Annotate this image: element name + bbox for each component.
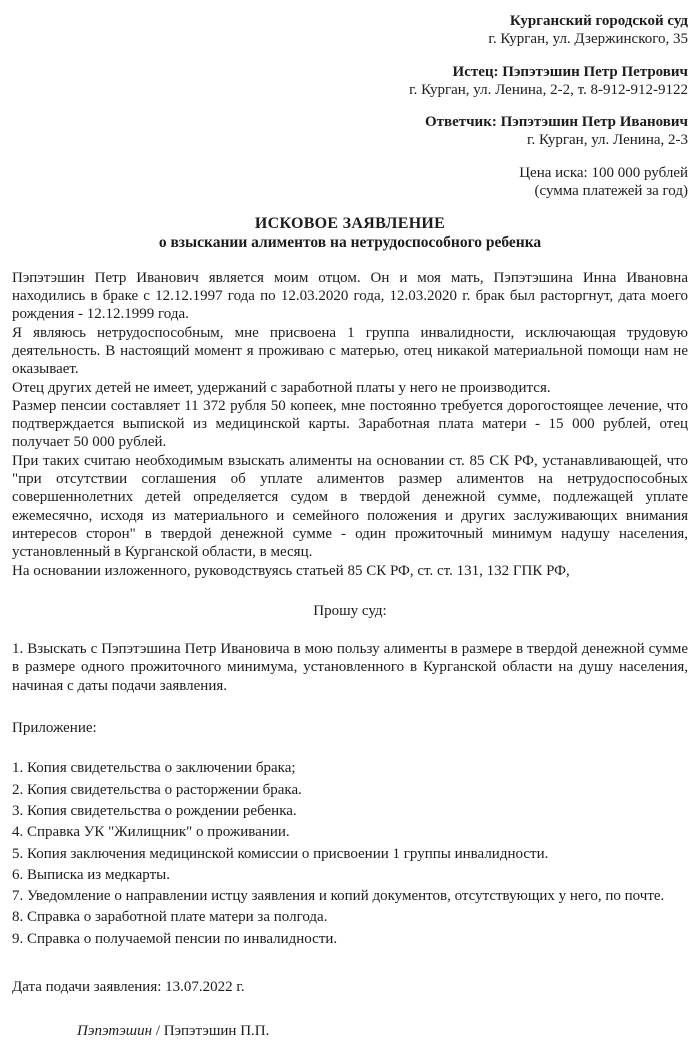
body-paragraph: При таких считаю необходимым взыскать алименты на основании ст. 85 СК РФ, устанавливающей, что "при отсутствии соглашения об уплате алиментов размер алиментов на нетрудоспособных совершеннолетних детей определяется судом в твердой денежной сумме, подлежащей уплате ежемесячно, исходя из материального и семейного положения и других заслуживающих внимания интересов сторон" в твердой денежной сумме - один прожиточный минимум надушу населения, установленный в Курганской области, в месяц. — [12, 452, 688, 561]
attachment-item: 8. Справка о заработной плате матери за полгода. — [12, 909, 328, 926]
document-subtitle: о взыскании алиментов на нетрудоспособного ребенка — [158, 233, 542, 251]
attachment-item: 4. Справка УК "Жилищник" о проживании. — [12, 824, 290, 841]
attachment-item: 7. Уведомление о направлении истцу заявления и копий документов, отсутствующих у него, по почте. — [12, 888, 665, 905]
attachment-item: 5. Копия заключения медицинской комиссии о присвоении 1 группы инвалидности. — [12, 845, 549, 862]
body-paragraph: Размер пенсии составляет 11 372 рубля 50 копеек, мне постоянно требуется дорогостоящее лечение, что подтверждается выпиской из медицинской карты. Заработная плата матери - 15 000 рублей, отец получает 50 000 рублей. — [12, 397, 688, 451]
claim-price-block — [12, 164, 688, 201]
plaintiff-address: г. Курган, ул. Ленина, 2-2, т. 8-912-912-9122 — [409, 81, 688, 98]
filing-date: Дата подачи заявления: 13.07.2022 г. — [12, 979, 245, 995]
attachment-item: 9. Справка о получаемой пенсии по инвалидности. — [12, 930, 338, 947]
document-header — [12, 12, 688, 200]
body-paragraph: Пэпэтэшин Петр Иванович является моим отцом. Он и моя мать, Пэпэтэшина Инна Ивановна находились в браке с 12.12.1997 года по 12.03.2020 года, 12.03.2020 г. брак был расторгнут, дата моего рождения - 12.12.1999 года. — [12, 269, 688, 323]
claim-price-note: (сумма платежей за год) — [534, 183, 688, 200]
defendant-address: г. Курган, ул. Ленина, 2-3 — [527, 132, 688, 149]
document-title: ИСКОВОЕ ЗАЯВЛЕНИЕ — [254, 215, 446, 233]
plaintiff-line: Истец: Пэпэтэшин Петр Петрович — [452, 63, 688, 80]
signature-line — [12, 1022, 688, 1040]
attachment-item: 6. Выписка из медкарты. — [12, 866, 170, 883]
request-item: 1. Взыскать с Пэпэтэшина Петр Ивановича в мою пользу алименты в размере в твердой денежной сумме в размере одного прожиточного минимума, установленного в Курганской области на душу населения, начиная с даты подачи заявления. — [12, 641, 688, 694]
defendant-block — [12, 113, 688, 150]
plaintiff-block — [12, 63, 688, 100]
request-section — [12, 640, 688, 695]
request-heading: Прошу суд: — [313, 602, 387, 619]
signature-name: / Пэпэтэшин П.П. — [152, 1023, 270, 1040]
court-name: Курганский городской суд — [509, 13, 688, 29]
attachments-heading: Приложение: — [12, 720, 97, 737]
document-body — [12, 269, 688, 580]
title-block — [12, 214, 688, 252]
attachments-list — [12, 759, 688, 948]
attachment-item: 2. Копия свидетельства о расторжении брака. — [12, 781, 302, 798]
signature-handwritten: Пэпэтэшин — [77, 1023, 153, 1040]
defendant-line: Ответчик: Пэпэтэшин Петр Иванович — [424, 114, 688, 131]
body-paragraph: На основании изложенного, руководствуясь статьей 85 СК РФ, ст. ст. 131, 132 ГПК РФ, — [12, 562, 570, 579]
attachment-item: 3. Копия свидетельства о рождении ребенка. — [12, 802, 297, 819]
body-paragraph: Отец других детей не имеет, удержаний с заработной платы у него не производится. — [12, 379, 551, 396]
court-address: г. Курган, ул. Дзержинского, 35 — [488, 31, 688, 48]
claim-price: Цена иска: 100 000 рублей — [519, 164, 688, 181]
body-paragraph: Я являюсь нетрудоспособным, мне присвоена 1 группа инвалидности, исключающая трудовую деятельность. В настоящий момент я проживаю с матерью, отец никакой материальной помощи нам не оказывает. — [12, 324, 688, 378]
court-block — [12, 12, 688, 49]
attachment-item: 1. Копия свидетельства о заключении брака; — [12, 760, 296, 777]
